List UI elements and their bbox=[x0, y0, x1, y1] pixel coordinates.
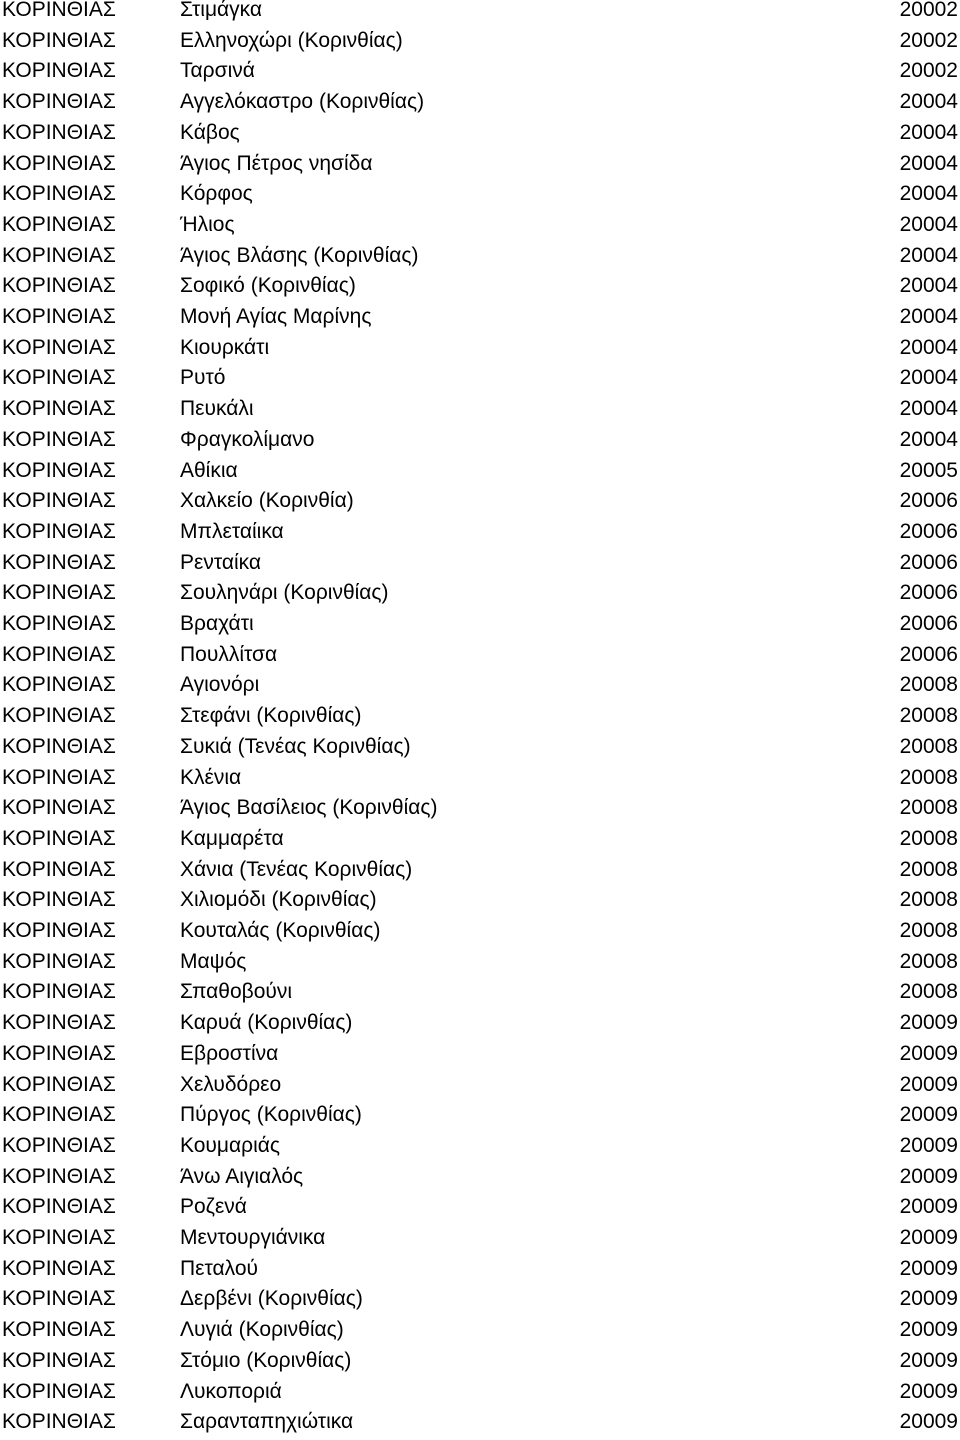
table-row bbox=[0, 1315, 960, 1346]
place-name-cell: Ροζενά bbox=[180, 1195, 247, 1219]
table-row bbox=[0, 548, 960, 579]
prefecture-cell: ΚΟΡΙΝΘΙΑΣ bbox=[2, 366, 116, 390]
prefecture-cell: ΚΟΡΙΝΘΙΑΣ bbox=[2, 212, 116, 236]
prefecture-cell: ΚΟΡΙΝΘΙΑΣ bbox=[2, 888, 116, 912]
place-name-cell: Αθίκια bbox=[180, 458, 238, 482]
prefecture-cell: ΚΟΡΙΝΘΙΑΣ bbox=[2, 1348, 116, 1372]
prefecture-cell: ΚΟΡΙΝΘΙΑΣ bbox=[2, 1318, 116, 1342]
table-row bbox=[0, 855, 960, 886]
postal-code-cell: 20004 bbox=[899, 120, 958, 144]
prefecture-cell: ΚΟΡΙΝΘΙΑΣ bbox=[2, 1164, 116, 1188]
table-row bbox=[0, 517, 960, 548]
place-name-cell: Μπλεταίικα bbox=[180, 519, 284, 543]
prefecture-cell: ΚΟΡΙΝΘΙΑΣ bbox=[2, 1041, 116, 1065]
postal-code-cell: 20004 bbox=[899, 335, 958, 359]
table-row bbox=[0, 732, 960, 763]
postal-code-cell: 20006 bbox=[899, 519, 958, 543]
prefecture-cell: ΚΟΡΙΝΘΙΑΣ bbox=[2, 673, 116, 697]
table-row bbox=[0, 977, 960, 1008]
place-name-cell: Σουληνάρι (Κορινθίας) bbox=[180, 581, 389, 605]
postal-code-cell: 20009 bbox=[899, 1195, 958, 1219]
table-row bbox=[0, 1346, 960, 1377]
table-row bbox=[0, 456, 960, 487]
place-name-cell: Άγιος Βλάσης (Κορινθίας) bbox=[180, 243, 419, 267]
place-name-cell: Λυγιά (Κορινθίας) bbox=[180, 1318, 344, 1342]
place-name-cell: Αγγελόκαστρο (Κορινθίας) bbox=[180, 90, 425, 114]
postal-code-cell: 20004 bbox=[899, 182, 958, 206]
postal-code-cell: 20008 bbox=[899, 826, 958, 850]
table-row bbox=[0, 701, 960, 732]
postal-code-cell: 20004 bbox=[899, 427, 958, 451]
postal-code-cell: 20008 bbox=[899, 949, 958, 973]
place-name-cell: Χιλιομόδι (Κορινθίας) bbox=[180, 888, 377, 912]
place-name-cell: Ταρσινά bbox=[180, 59, 255, 83]
prefecture-cell: ΚΟΡΙΝΘΙΑΣ bbox=[2, 980, 116, 1004]
table-row bbox=[0, 1254, 960, 1285]
table-row bbox=[0, 26, 960, 57]
table-row bbox=[0, 1039, 960, 1070]
place-name-cell: Ρενταίκα bbox=[180, 550, 262, 574]
place-name-cell: Σπαθοβούνι bbox=[180, 980, 293, 1004]
postal-code-cell: 20009 bbox=[899, 1011, 958, 1035]
postal-code-cell: 20008 bbox=[899, 919, 958, 942]
prefecture-cell: ΚΟΡΙΝΘΙΑΣ bbox=[2, 1195, 116, 1219]
prefecture-cell: ΚΟΡΙΝΘΙΑΣ bbox=[2, 305, 116, 328]
place-name-cell: Σαρανταπηχιώτικα bbox=[180, 1410, 354, 1434]
place-name-cell: Ρυτό bbox=[180, 366, 226, 390]
prefecture-cell: ΚΟΡΙΝΘΙΑΣ bbox=[2, 581, 116, 605]
prefecture-cell: ΚΟΡΙΝΘΙΑΣ bbox=[2, 1256, 116, 1280]
prefecture-cell: ΚΟΡΙΝΘΙΑΣ bbox=[2, 1072, 116, 1096]
table-row bbox=[0, 885, 960, 916]
place-name-cell: Φραγκολίμανο bbox=[180, 427, 315, 451]
place-name-cell: Πεταλού bbox=[180, 1256, 259, 1280]
postal-code-cell: 20008 bbox=[899, 704, 958, 728]
table-row bbox=[0, 670, 960, 701]
table-row bbox=[0, 824, 960, 855]
place-name-cell: Συκιά (Τενέας Κορινθίας) bbox=[180, 734, 411, 758]
postal-code-cell: 20004 bbox=[899, 274, 958, 298]
prefecture-cell: ΚΟΡΙΝΘΙΑΣ bbox=[2, 1287, 116, 1311]
place-name-cell: Χελυδόρεο bbox=[180, 1072, 282, 1096]
postal-code-cell: 20009 bbox=[899, 1164, 958, 1188]
place-name-cell: Ελληνοχώρι (Κορινθίας) bbox=[180, 28, 403, 52]
place-name-cell: Λυκοποριά bbox=[180, 1379, 282, 1403]
table-row bbox=[0, 1377, 960, 1408]
prefecture-cell: ΚΟΡΙΝΘΙΑΣ bbox=[2, 151, 116, 175]
place-name-cell: Κλένια bbox=[180, 765, 242, 789]
place-name-cell: Στεφάνι (Κορινθίας) bbox=[180, 704, 362, 728]
postal-code-cell: 20002 bbox=[899, 0, 958, 21]
place-name-cell: Στιμάγκα bbox=[180, 0, 263, 21]
table-row bbox=[0, 947, 960, 978]
table-row bbox=[0, 1008, 960, 1039]
table-row bbox=[0, 640, 960, 671]
table-row bbox=[0, 609, 960, 640]
place-name-cell: Πουλλίτσα bbox=[180, 642, 278, 666]
table-row bbox=[0, 118, 960, 149]
prefecture-cell: ΚΟΡΙΝΘΙΑΣ bbox=[2, 857, 116, 881]
postal-code-cell: 20008 bbox=[899, 857, 958, 881]
place-name-cell: Καρυά (Κορινθίας) bbox=[180, 1011, 353, 1035]
table-row bbox=[0, 1284, 960, 1315]
postal-code-cell: 20006 bbox=[899, 489, 958, 513]
prefecture-cell: ΚΟΡΙΝΘΙΑΣ bbox=[2, 1379, 116, 1403]
postal-code-cell: 20008 bbox=[899, 734, 958, 758]
place-name-cell: Πύργος (Κορινθίας) bbox=[180, 1103, 362, 1127]
postal-code-cell: 20009 bbox=[899, 1318, 958, 1342]
prefecture-cell: ΚΟΡΙΝΘΙΑΣ bbox=[2, 397, 116, 421]
prefecture-cell: ΚΟΡΙΝΘΙΑΣ bbox=[2, 243, 116, 267]
postal-code-cell: 20004 bbox=[899, 305, 958, 328]
table-row bbox=[0, 179, 960, 210]
table-row bbox=[0, 241, 960, 272]
table-row bbox=[0, 793, 960, 824]
place-name-cell: Σοφικό (Κορινθίας) bbox=[180, 274, 356, 298]
table-row bbox=[0, 56, 960, 87]
postal-code-cell: 20009 bbox=[899, 1410, 958, 1434]
table-row bbox=[0, 333, 960, 364]
postal-code-cell: 20004 bbox=[899, 243, 958, 267]
place-name-cell: Άγιος Βασίλειος (Κορινθίας) bbox=[180, 796, 438, 820]
table-row bbox=[0, 578, 960, 609]
table-row bbox=[0, 302, 960, 333]
place-name-cell: Βραχάτι bbox=[180, 612, 254, 635]
table-row bbox=[0, 1131, 960, 1162]
postal-code-cell: 20009 bbox=[899, 1348, 958, 1372]
prefecture-cell: ΚΟΡΙΝΘΙΑΣ bbox=[2, 919, 116, 942]
place-name-cell: Κιουρκάτι bbox=[180, 335, 270, 359]
prefecture-cell: ΚΟΡΙΝΘΙΑΣ bbox=[2, 765, 116, 789]
prefecture-cell: ΚΟΡΙΝΘΙΑΣ bbox=[2, 59, 116, 83]
table-row bbox=[0, 916, 960, 947]
place-name-cell: Εβροστίνα bbox=[180, 1041, 279, 1065]
table-row bbox=[0, 210, 960, 241]
postal-code-cell: 20004 bbox=[899, 90, 958, 114]
place-name-cell: Άγιος Πέτρος νησίδα bbox=[180, 151, 373, 175]
postal-code-cell: 20004 bbox=[899, 366, 958, 390]
postal-code-cell: 20008 bbox=[899, 673, 958, 697]
prefecture-cell: ΚΟΡΙΝΘΙΑΣ bbox=[2, 826, 116, 850]
place-name-cell: Κάβος bbox=[180, 120, 240, 144]
place-name-cell: Μονή Αγίας Μαρίνης bbox=[180, 305, 372, 328]
prefecture-cell: ΚΟΡΙΝΘΙΑΣ bbox=[2, 182, 116, 206]
prefecture-cell: ΚΟΡΙΝΘΙΑΣ bbox=[2, 427, 116, 451]
place-name-cell: Καμμαρέτα bbox=[180, 826, 284, 850]
postal-code-cell: 20005 bbox=[899, 458, 958, 482]
prefecture-cell: ΚΟΡΙΝΘΙΑΣ bbox=[2, 274, 116, 298]
postal-code-cell: 20009 bbox=[899, 1072, 958, 1096]
prefecture-cell: ΚΟΡΙΝΘΙΑΣ bbox=[2, 90, 116, 114]
prefecture-cell: ΚΟΡΙΝΘΙΑΣ bbox=[2, 1133, 116, 1157]
place-name-cell: Άνω Αιγιαλός bbox=[180, 1164, 304, 1188]
prefecture-cell: ΚΟΡΙΝΘΙΑΣ bbox=[2, 0, 116, 21]
place-name-cell: Αγιονόρι bbox=[180, 673, 260, 697]
table-row bbox=[0, 1407, 960, 1438]
postal-code-cell: 20006 bbox=[899, 612, 958, 635]
prefecture-cell: ΚΟΡΙΝΘΙΑΣ bbox=[2, 458, 116, 482]
table-row bbox=[0, 486, 960, 517]
table-row bbox=[0, 149, 960, 180]
postal-code-cell: 20009 bbox=[899, 1287, 958, 1311]
table-row bbox=[0, 363, 960, 394]
table-row bbox=[0, 425, 960, 456]
prefecture-cell: ΚΟΡΙΝΘΙΑΣ bbox=[2, 1226, 116, 1249]
prefecture-cell: ΚΟΡΙΝΘΙΑΣ bbox=[2, 28, 116, 52]
postal-code-cell: 20006 bbox=[899, 550, 958, 574]
place-name-cell: Κουμαριάς bbox=[180, 1133, 281, 1157]
place-name-cell: Κόρφος bbox=[180, 182, 253, 206]
place-name-cell: Χαλκείο (Κορινθία) bbox=[180, 489, 354, 513]
place-name-cell: Μαψός bbox=[180, 949, 247, 973]
postal-code-cell: 20008 bbox=[899, 765, 958, 789]
place-name-cell: Χάνια (Τενέας Κορινθίας) bbox=[180, 857, 413, 881]
table-row bbox=[0, 394, 960, 425]
table-row bbox=[0, 1223, 960, 1254]
prefecture-cell: ΚΟΡΙΝΘΙΑΣ bbox=[2, 120, 116, 144]
prefecture-cell: ΚΟΡΙΝΘΙΑΣ bbox=[2, 949, 116, 973]
postal-code-cell: 20009 bbox=[899, 1041, 958, 1065]
postal-code-cell: 20009 bbox=[899, 1103, 958, 1127]
place-name-cell: Στόμιο (Κορινθίας) bbox=[180, 1348, 352, 1372]
postal-code-cell: 20008 bbox=[899, 888, 958, 912]
postal-code-cell: 20004 bbox=[899, 397, 958, 421]
table-row bbox=[0, 1162, 960, 1193]
postal-code-cell: 20009 bbox=[899, 1133, 958, 1157]
table-row bbox=[0, 1192, 960, 1223]
prefecture-cell: ΚΟΡΙΝΘΙΑΣ bbox=[2, 734, 116, 758]
prefecture-cell: ΚΟΡΙΝΘΙΑΣ bbox=[2, 335, 116, 359]
postal-code-cell: 20004 bbox=[899, 151, 958, 175]
place-name-cell: Δερβένι (Κορινθίας) bbox=[180, 1287, 363, 1311]
table-row bbox=[0, 1100, 960, 1131]
table-row bbox=[0, 1070, 960, 1101]
postal-code-cell: 20008 bbox=[899, 980, 958, 1004]
postal-code-cell: 20009 bbox=[899, 1379, 958, 1403]
postal-code-cell: 20009 bbox=[899, 1226, 958, 1249]
prefecture-cell: ΚΟΡΙΝΘΙΑΣ bbox=[2, 612, 116, 635]
place-name-cell: Μεντουργιάνικα bbox=[180, 1226, 326, 1249]
postal-code-cell: 20002 bbox=[899, 28, 958, 52]
prefecture-cell: ΚΟΡΙΝΘΙΑΣ bbox=[2, 489, 116, 513]
place-name-cell: Πευκάλι bbox=[180, 397, 254, 421]
prefecture-cell: ΚΟΡΙΝΘΙΑΣ bbox=[2, 550, 116, 574]
place-name-cell: Κουταλάς (Κορινθίας) bbox=[180, 919, 381, 942]
prefecture-cell: ΚΟΡΙΝΘΙΑΣ bbox=[2, 642, 116, 666]
postal-code-cell: 20004 bbox=[899, 212, 958, 236]
prefecture-cell: ΚΟΡΙΝΘΙΑΣ bbox=[2, 1011, 116, 1035]
postal-code-cell: 20009 bbox=[899, 1256, 958, 1280]
table-row bbox=[0, 0, 960, 26]
postal-code-cell: 20008 bbox=[899, 796, 958, 820]
prefecture-cell: ΚΟΡΙΝΘΙΑΣ bbox=[2, 519, 116, 543]
prefecture-cell: ΚΟΡΙΝΘΙΑΣ bbox=[2, 1410, 116, 1434]
table-row bbox=[0, 763, 960, 794]
postal-code-cell: 20006 bbox=[899, 642, 958, 666]
prefecture-cell: ΚΟΡΙΝΘΙΑΣ bbox=[2, 1103, 116, 1127]
postal-code-cell: 20002 bbox=[899, 59, 958, 83]
place-name-cell: Ήλιος bbox=[180, 212, 235, 236]
prefecture-cell: ΚΟΡΙΝΘΙΑΣ bbox=[2, 796, 116, 820]
table-row bbox=[0, 87, 960, 118]
table-row bbox=[0, 271, 960, 302]
prefecture-cell: ΚΟΡΙΝΘΙΑΣ bbox=[2, 704, 116, 728]
postal-code-cell: 20006 bbox=[899, 581, 958, 605]
